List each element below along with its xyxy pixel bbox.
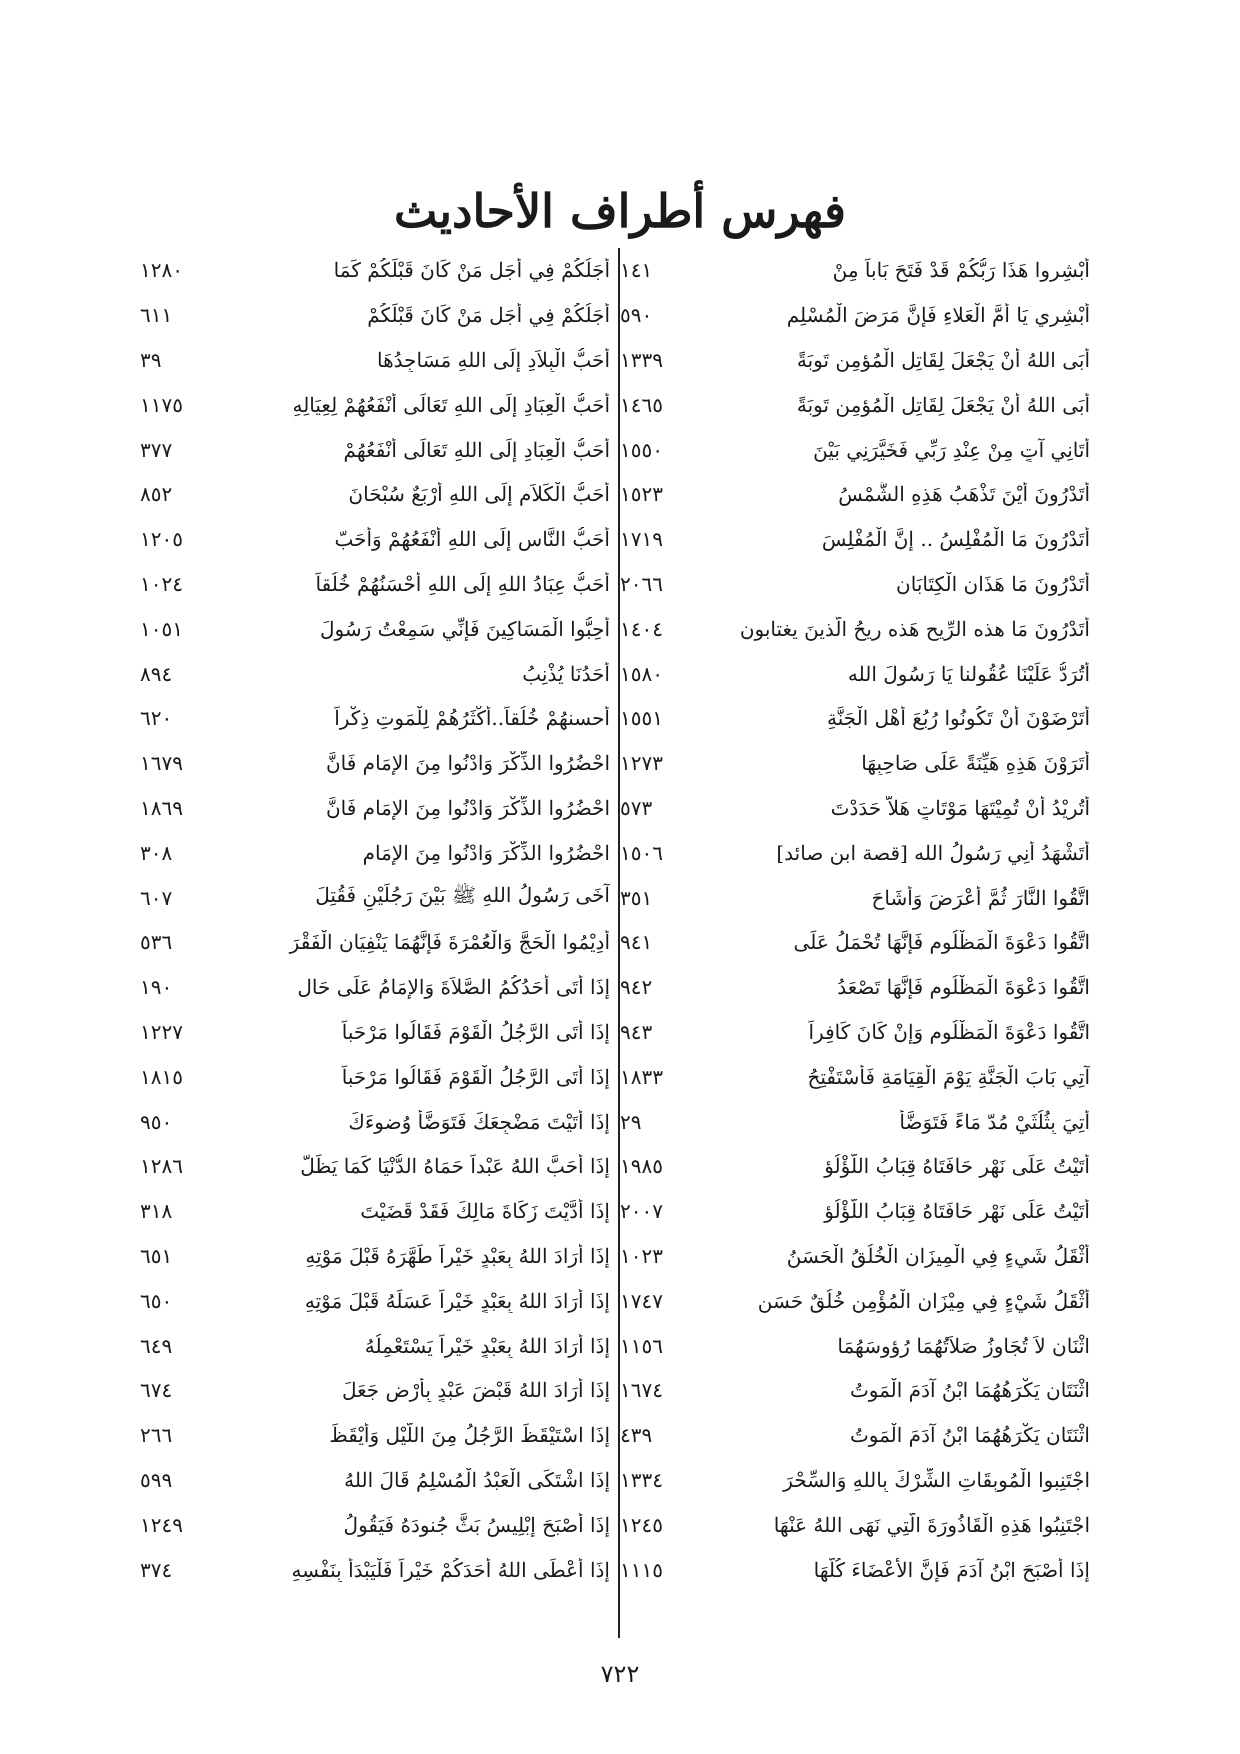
index-entry [620,1054,1090,1099]
hadith-incipit: أَحَدُنَا يُذْنِبُ [522,661,610,686]
hadith-incipit: أَبَى اللهُ أَنْ يَجْعَلَ لِقَاتِلِ الْمُؤمِنِ تَوبَةً [796,347,1090,372]
hadith-incipit: أَتَرَوْنَ هَذِهِ هَيِّنَةً عَلَى صَاحِبِهَا [861,751,1090,776]
hadith-incipit: إِذَا أَدَّيْتَ زَكَاةَ مَالِكَ فَقَدْ قَضَيْتَ [360,1199,610,1224]
hadith-incipit: إِذَا أَتَى الرَّجُلُ الْقَوْمَ فَقَالُوا مَرْحَباً [341,1019,610,1044]
index-entry [620,920,1090,965]
hadith-incipit: اجْتَنِبُوا هَذِهِ الْقَاذُورَةَ الَّتِي نَهَى اللهُ عَنْهَا [773,1512,1090,1537]
hadith-number: ١١١٥ [620,1557,663,1582]
index-entry [620,1234,1090,1279]
hadith-number: ١٠٥١ [140,616,183,641]
index-entry [140,651,610,696]
index-entry [620,875,1090,920]
index-entry [620,1189,1090,1234]
hadith-number: ٤٣٩ [620,1423,653,1448]
index-entry [620,1547,1090,1592]
index-entry [140,517,610,562]
hadith-number: ١٦٧٤ [620,1378,663,1403]
index-entry [620,786,1090,831]
hadith-number: ٦٠٧ [140,885,173,910]
hadith-incipit: أَتَدْرُونَ مَا الْمُفْلِسُ .. إِنَّ الْمُفْلِسَ [821,527,1090,552]
hadith-number: ١٥٥٠ [620,437,663,462]
index-entry [140,1144,610,1189]
index-entry [140,382,610,427]
hadith-number: ٢٦٦ [140,1423,173,1448]
hadith-incipit: أَتَانِي آتٍ مِنْ عِنْدِ رَبِّي فَخَيَّرَنِي بَيْنَ [813,437,1090,462]
hadith-incipit: أَحَبُّ عِبَادُ اللهِ إِلَى اللهِ أَحْسَنُهُمْ خُلُقاً [315,571,610,596]
hadith-incipit: إِذَا أَحَبَّ اللهُ عَبْداً حَمَاهُ الدُّنْيَا كَمَا يَظَلُّ [300,1154,610,1179]
hadith-incipit: أَحَبُّ الْعِبَادِ إِلَى اللهِ تَعَالَى أَنْفَعُهُمْ [343,437,610,462]
hadith-incipit: احْضُرُوا الذِّكْرَ وَادْنُوا مِنَ الإِمَامِ فَانَّ [325,751,610,776]
hadith-number: ٦٤٩ [140,1333,173,1358]
hadith-incipit: أَجَلُكُمْ فِي أَجَلِ مَنْ كَانَ قَبْلَكُمْ [367,303,610,328]
index-entry [140,1413,610,1458]
index-entry [140,1458,610,1503]
hadith-incipit: أَبَى اللهُ أَنْ يَجْعَلَ لِقَاتِلِ الْمُؤمِنِ تَوبَةً [796,392,1090,417]
index-entry [620,472,1090,517]
column-divider [618,248,620,1638]
hadith-incipit: أَحَبُّ الْبِلاَدِ إِلَى اللهِ مَسَاجِدُهَا [377,347,610,372]
index-entry [620,248,1090,293]
hadith-incipit: أَتَيْتُ عَلَى نَهْرٍ حَافَتَاهُ قِبَابُ اللُّؤْلُؤِ [824,1154,1090,1179]
hadith-incipit: إِذَا اسْتَيْقَظَ الرَّجُلُ مِنَ اللَّيْلِ وَأَيْقَظَ [329,1423,610,1448]
index-entry [140,1368,610,1413]
index-entry [140,830,610,875]
hadith-incipit: أَتَدْرُونَ مَا هَذَانِ الْكِتَابَانِ [896,571,1090,596]
index-entry [140,606,610,651]
index-entry [620,562,1090,607]
index-entry [140,875,610,920]
hadith-incipit: أَحِبُّوا الْمَسَاكِينَ فَإِنِّي سَمِعْتُ رَسُولَ [320,616,610,641]
hadith-incipit: إِذَا أَصْبَحَ ابْنُ آدَمَ فَإِنَّ الأَعْضَاءَ كُلَّهَا [813,1557,1090,1582]
index-entry [140,562,610,607]
hadith-incipit: اتَّقُوا دَعْوَةَ الْمَظْلُومِ فَإِنَّهَا تَصْعَدُ [837,975,1090,1000]
index-entry [620,1323,1090,1368]
hadith-incipit: آخَى رَسُولُ اللهِ ﷺ بَيْنَ رَجُلَيْنِ فَقُتِلَ [315,883,610,908]
hadith-number: ٦٧٤ [140,1378,173,1403]
index-entry [140,1547,610,1592]
hadith-incipit: أَتَدْرُونَ مَا هذه الرِّيح هَذه ريحُ الَّذينَ يغتابون [739,616,1090,641]
hadith-incipit: أَحَبُّ النَّاسِ إِلَى اللهِ أَنْفَعُهُمْ وَأَحَبّ [334,527,610,552]
hadith-number: ٦١١ [140,303,173,328]
hadith-incipit: أَثْقَلُ شَيءٍ فِي الْمِيزَانِ الْخُلُقُ الْحَسَنُ [786,1243,1090,1268]
hadith-incipit: اثْنَتَانِ يَكْرَهُهُمَا ابْنُ آدَمَ الْمَوتُ [849,1423,1090,1448]
hadith-number: ١٣٣٤ [620,1467,663,1492]
index-entry [620,830,1090,875]
hadith-number: ١٨١٥ [140,1064,183,1089]
index-entry [140,338,610,383]
index-body [140,248,1090,1638]
hadith-number: ٣٧٤ [140,1557,173,1582]
index-entry [620,1099,1090,1144]
hadith-number: ٦٥١ [140,1243,173,1268]
index-column-right [620,248,1090,1638]
index-entry [620,965,1090,1010]
index-entry [140,786,610,831]
hadith-incipit: أَثْقَلُ شَيْءٍ فِي مِيْزَانِ الْمُؤْمِنِ خُلُقٌ حَسَن [757,1288,1090,1313]
hadith-number: ١٧٤٧ [620,1288,663,1313]
hadith-incipit: أَتَدْرُونَ أَيْنَ تَذْهَبُ هَذِهِ الشَّمْسُ [838,482,1090,507]
hadith-number: ١١٧٥ [140,392,183,417]
index-entry [620,1144,1090,1189]
hadith-incipit: أَتُرِيْدُ أَنْ تُمِيْتَهَا مَوْتَاتٍ هَلاَّ حَدَدْتَ [830,795,1090,820]
hadith-number: ١٢٠٥ [140,527,183,552]
index-entry [140,1054,610,1099]
index-entry [620,1502,1090,1547]
index-entry [140,1189,610,1234]
hadith-number: ١٢٨٦ [140,1154,183,1179]
index-entry [620,1010,1090,1055]
hadith-incipit: أُتِيَ بِثُلُثَيْ مُدّ مَاءً فَتَوَضَّأَ [899,1109,1090,1134]
hadith-number: ٣٧٧ [140,437,173,462]
hadith-number: ٦٢٠ [140,706,173,731]
hadith-number: ١٢٧٣ [620,751,663,776]
hadith-number: ١١٥٦ [620,1333,663,1358]
hadith-number: ٢٠٠٧ [620,1199,663,1224]
hadith-incipit: أَتُرَدُّ عَلَيْنَا عُقُولنا يَا رَسُولَ الله [847,661,1090,686]
index-entry [620,293,1090,338]
hadith-number: ٥٣٦ [140,930,173,955]
index-entry [140,965,610,1010]
hadith-number: ١٠٢٣ [620,1243,663,1268]
hadith-incipit: اجْتَنِبوا الْمُوبِقَاتِ الشِّرْكَ بِاللهِ وَالسِّحْرَ [783,1467,1090,1492]
index-entry [140,248,610,293]
hadith-number: ١٠٢٤ [140,571,183,596]
hadith-number: ٩٤٢ [620,975,653,1000]
hadith-incipit: إِذَا أَعْطَى اللهُ أَحَدَكُمْ خَيْراً فَلْيَبْدَأْ بِنَفْسِهِ [291,1557,610,1582]
index-entry [620,517,1090,562]
index-entry [620,427,1090,472]
index-entry [620,1278,1090,1323]
page-title: فهرس أطراف الأحاديث [394,183,846,238]
hadith-number: ١٤٠٤ [620,616,663,641]
hadith-incipit: إِذَا أَتَى الرَّجُلُ الْقَوْمَ فَقَالُوا مَرْحَباً [341,1064,610,1089]
index-entry [140,1323,610,1368]
hadith-number: ٣٩ [140,347,162,372]
hadith-number: ١٢٤٩ [140,1512,183,1537]
index-entry [140,1502,610,1547]
hadith-incipit: احْضُرُوا الذِّكْرَ وَادْنُوا مِنَ الإِمَامِ فَانَّ [325,795,610,820]
hadith-number: ٣١٨ [140,1199,173,1224]
hadith-incipit: أَتَشْهَدُ أَنِي رَسُولُ الله [قصة ابن صائد] [776,840,1090,865]
hadith-number: ١٤١ [620,258,653,283]
index-entry [620,741,1090,786]
index-entry [620,1413,1090,1458]
index-entry [140,1010,610,1055]
hadith-number: ١٥٠٦ [620,840,663,865]
index-entry [620,651,1090,696]
hadith-incipit: اثْنَتَانِ يَكْرَهُهُمَا ابْنُ آدَمَ الْمَوتُ [849,1378,1090,1403]
hadith-incipit: أَحسنهُمْ خُلُقاً..أَكْثَرُهُمْ لِلْمَوتِ ذِكْراً [334,706,610,731]
index-entry [620,606,1090,651]
hadith-number: ٨٥٢ [140,482,173,507]
index-entry [140,472,610,517]
hadith-number: ٢٠٦٦ [620,571,663,596]
hadith-number: ١٢٨٠ [140,258,183,283]
hadith-number: ١٥٥١ [620,706,663,731]
hadith-number: ١٥٢٣ [620,482,663,507]
hadith-number: ٥٩٩ [140,1467,173,1492]
index-entry [140,741,610,786]
hadith-incipit: أَدِيْمُوا الْحَجَّ وَالْعُمْرَةَ فَإِنَّهُمَا يَنْفِيَانِ الْفَقْرَ [289,930,610,955]
hadith-number: ١٧١٩ [620,527,663,552]
hadith-incipit: إِذَا أَرَادَ اللهُ قَبْضَ عَبْدٍ بِأَرْضٍ جَعَلَ [341,1378,610,1403]
hadith-incipit: إِذَا أَرَادَ اللهُ بِعَبْدٍ خَيْراً طَهَّرَهُ قَبْلَ مَوْتِهِ [305,1243,610,1268]
hadith-incipit: أَحَبُّ الْكَلاَمِ إِلَى اللهِ أَرْبَعٌ سُبْحَانَ [348,482,610,507]
hadith-incipit: أَحَبُّ الْعِبَادِ إِلَى اللهِ تَعَالَى أَنْفَعُهُمْ لِعِيَالِهِ [292,392,610,417]
hadith-incipit: أَبْشِروا هَذَا رَبُّكُمْ قَدْ فَتَحَ بَاباً مِنْ [832,258,1090,283]
index-entry [140,1234,610,1279]
index-entry [620,338,1090,383]
index-entry [140,1278,610,1323]
hadith-incipit: أَتَيْتُ عَلَى نَهْرٍ حَافَتَاهُ قِبَابُ اللُّؤْلُؤِ [824,1199,1090,1224]
index-entry [620,696,1090,741]
hadith-number: ٣٠٨ [140,840,173,865]
hadith-incipit: إِذَا أَتَيْتَ مَضْجِعَكَ فَتَوَضَّأْ وُضوءَكَ [348,1109,610,1134]
hadith-incipit: إِذَا أَرَادَ اللهُ بِعَبْدٍ خَيْراً عَسَلَهُ قَبْلَ مَوْتِهِ [304,1288,610,1313]
hadith-incipit: أَبْشِري يَا أُمَّ الْعَلاءِ فَإِنَّ مَرَضَ الْمُسْلِمِ [786,303,1090,328]
index-entry [140,1099,610,1144]
hadith-number: ٩٥٠ [140,1109,173,1134]
hadith-number: ١٨٣٣ [620,1064,663,1089]
hadith-number: ١٥٨٠ [620,661,663,686]
index-entry [140,920,610,965]
hadith-number: ٥٩٠ [620,303,653,328]
index-entry [140,293,610,338]
hadith-number: ١٨٦٩ [140,795,183,820]
hadith-number: ٩٤٣ [620,1019,653,1044]
hadith-incipit: إِذَا اشْتَكَى الْعَبْدُ الْمُسْلِمُ قَالَ اللهُ [344,1467,610,1492]
page-number: ٧٢٢ [600,1660,640,1688]
index-entry [620,382,1090,427]
hadith-number: ٩٤١ [620,930,653,955]
hadith-incipit: اثْنَانِ لاَ تُجَاوِزُ صَلاَتُهُمَا رُؤوسَهُمَا [837,1333,1090,1358]
hadith-incipit: إِذَا أَرَادَ اللهُ بِعَبْدٍ خَيْراً يَسْتَعْمِلُهُ [364,1333,610,1358]
hadith-incipit: أَتَرْضَوْنَ أَنْ تَكُونُوا رُبُعَ أَهْلِ الْجَنَّةِ [826,706,1090,731]
hadith-incipit: احْضُرُوا الذِّكْرَ وَادْنُوا مِنَ الإِمَامِ [362,840,610,865]
hadith-number: ١٢٤٥ [620,1512,663,1537]
hadith-incipit: أَجَلُكُمْ فِي أَجَلِ مَنْ كَانَ قَبْلَكُمْ كَمَا [333,258,610,283]
index-entry [620,1458,1090,1503]
hadith-incipit: إِذَا أَصْبَحَ إِبْلِيسُ بَثَّ جُنودَهُ فَيَقُولُ [343,1512,610,1537]
index-entry [620,1368,1090,1413]
hadith-number: ١٩٠ [140,975,173,1000]
hadith-number: ١٩٨٥ [620,1154,663,1179]
hadith-incipit: اتَّقُوا النَّارَ ثُمَّ أَعْرَضَ وَأَشَاحَ [871,885,1090,910]
hadith-number: ٦٥٠ [140,1288,173,1313]
hadith-incipit: إِذَا أَتَى أَحَدُكُمُ الصَّلاَةَ وَالإِمَامُ عَلَى حَالٍ [297,975,610,1000]
hadith-number: ٣٥١ [620,885,653,910]
hadith-number: ١٢٢٧ [140,1019,183,1044]
index-entry [140,696,610,741]
index-column-left [140,248,610,1638]
hadith-number: ٢٩ [620,1109,642,1134]
index-entry [140,427,610,472]
hadith-number: ٨٩٤ [140,661,173,686]
hadith-number: ١٤٦٥ [620,392,663,417]
hadith-number: ٥٧٣ [620,795,653,820]
hadith-number: ١٣٣٩ [620,347,663,372]
hadith-incipit: آتِي بَابَ الْجَنَّةِ يَوْمَ الْقِيَامَةِ فَأَسْتَفْتِحُ [807,1064,1090,1089]
hadith-incipit: اتَّقُوا دَعْوَةَ الْمَظْلُومِ وَإِنْ كَانَ كَافِراً [808,1019,1090,1044]
hadith-incipit: اتَّقُوا دَعْوَةَ الْمَظْلُومِ فَإِنَّهَا تُحْمَلُ عَلَى [793,930,1090,955]
hadith-number: ١٦٧٩ [140,751,183,776]
